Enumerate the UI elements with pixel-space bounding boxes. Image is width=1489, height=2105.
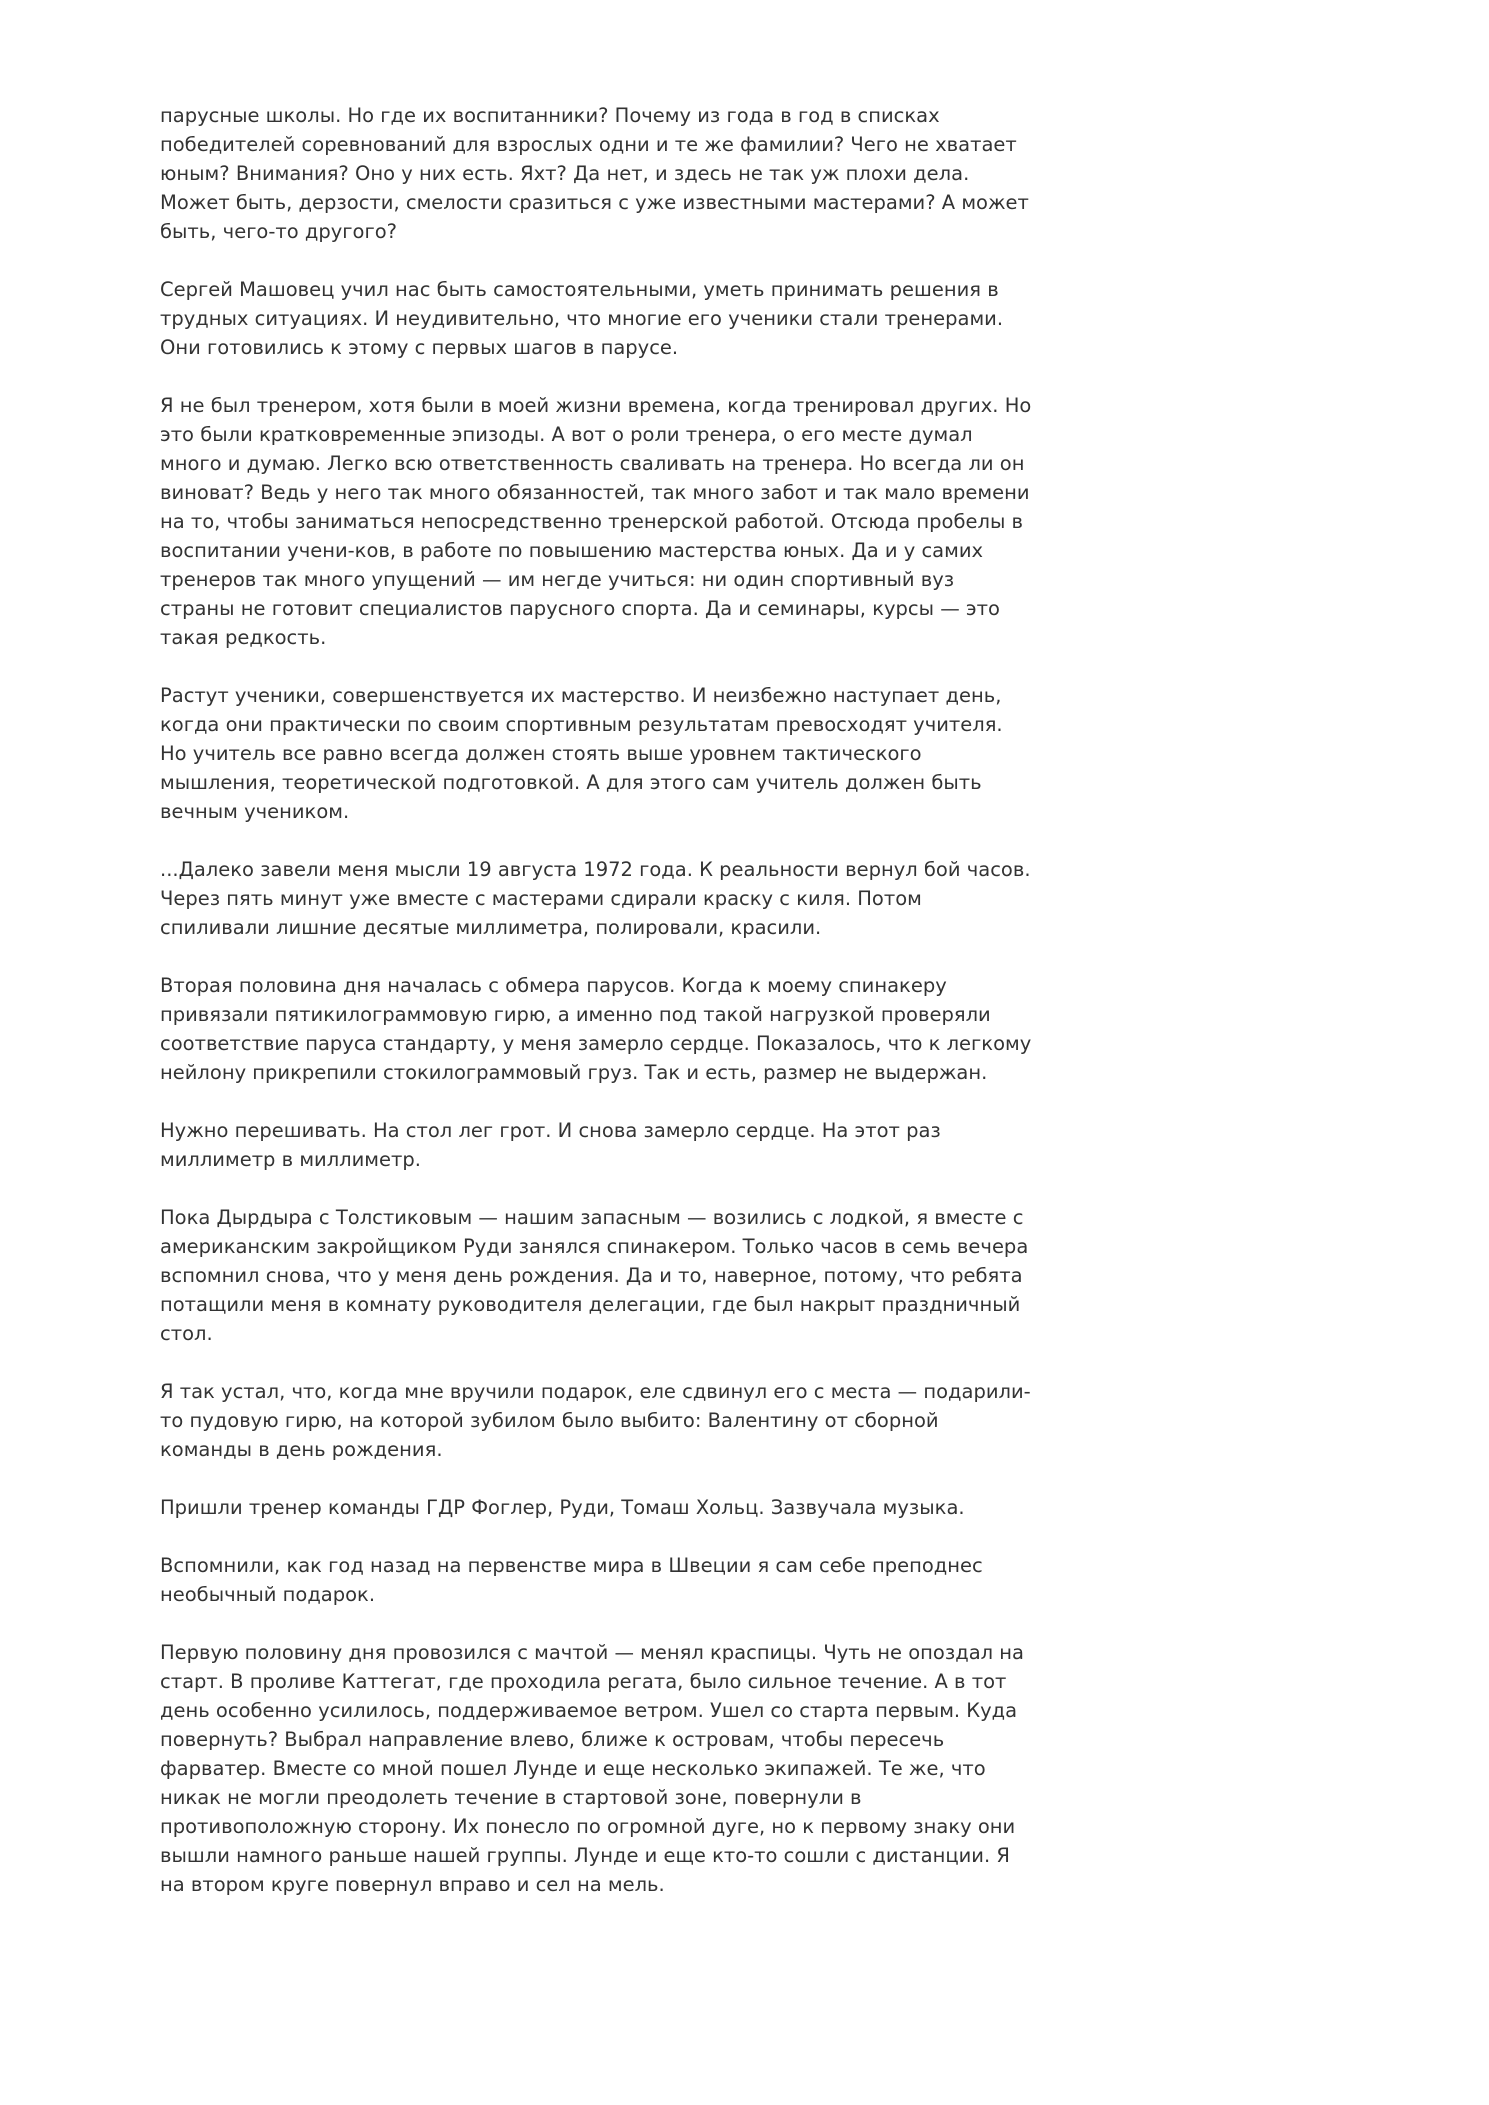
paragraph: Вспомнили, как год назад на первенстве мира в Швеции я сам себе преподнес необычный подарок. — [160, 1554, 983, 1606]
paragraph: Я так устал, что, когда мне вручили подарок, еле сдвинул его с места — подарили-то пудовую гирю, на которой зубилом было выбито: Валентину от сборной команды в день рождения. — [160, 1380, 1031, 1461]
paragraph: Растут ученики, совершенствуется их мастерство. И неизбежно наступает день, когда они практически по своим спортивным результатам превосходят учителя. Но учитель все равно всегда должен стоять выше уровнем тактического мышления, теоретической подготовкой. А для этого сам учитель должен быть вечным учеником. — [160, 684, 1003, 823]
paragraph: парусные школы. Но где их воспитанники? Почему из года в год в списках победителей соревнований для взрослых одни и те же фамилии? Чего не хватает юным? Внимания? Оно у них есть. Яхт? Да нет, и здесь не так уж плохи дела. Может быть, дерзости, смелости сразиться с уже известными мастерами? А может быть, чего-то другого? — [160, 104, 1029, 243]
paragraph: Вторая половина дня началась с обмера парусов. Когда к моему спинакеру привязали пятикилограммовую гирю, а именно под такой нагрузкой проверяли соответствие паруса стандарту, у меня замерло сердце. Показалось, что к легкому нейлону прикрепили стокилограммовый груз. Так и есть, размер не выдержан. — [160, 974, 1032, 1084]
paragraph: Первую половину дня провозился с мачтой — менял краспицы. Чуть не опоздал на старт. В проливе Каттегат, где проходила регата, было сильное течение. А в тот день особенно усилилось, поддерживаемое ветром. Ушел со старта первым. Куда повернуть? Выбрал направление влево, ближе к островам, чтобы пересечь фарватер. Вместе со мной пошел Лунде и еще несколько экипажей. Те же, что никак не могли преодолеть течение в стартовой зоне, повернули в противоположную сторону. Их понесло по огромной дуге, но к первому знаку они вышли намного раньше нашей группы. Лунде и еще кто-то сошли с дистанции. Я на втором круге повернул вправо и сел на мель. — [160, 1641, 1025, 1896]
text-column — [160, 101, 1032, 1899]
paragraph: Пока Дырдыра с Толстиковым — нашим запасным — возились с лодкой, я вместе с американским закройщиком Руди занялся спинакером. Только часов в семь вечера вспомнил снова, что у меня день рождения. Да и то, наверное, потому, что ребята потащили меня в комнату руководителя делегации, где был накрыт праздничный стол. — [160, 1206, 1029, 1345]
paragraph: Сергей Машовец учил нас быть самостоятельными, уметь принимать решения в трудных ситуациях. И неудивительно, что многие его ученики стали тренерами. Они готовились к этому с первых шагов в парусе. — [160, 278, 1004, 359]
paragraph: Пришли тренер команды ГДР Фоглер, Руди, Томаш Хольц. Зазвучала музыка. — [160, 1496, 965, 1519]
paragraph: Я не был тренером, хотя были в моей жизни времена, когда тренировал других. Но это были кратковременные эпизоды. А вот о роли тренера, о его месте думал много и думаю. Легко всю ответственность сваливать на тренера. Но всегда ли он виноват? Ведь у него так много обязанностей, так много забот и так мало времени на то, чтобы заниматься непосредственно тренерской работой. Отсюда пробелы в воспитании учени-ков, в работе по повышению мастерства юных. Да и у самих тренеров так много упущений — им негде учиться: ни один спортивный вуз страны не готовит специалистов парусного спорта. Да и семинары, курсы — это такая редкость. — [160, 394, 1032, 649]
paragraph: Нужно перешивать. На стол лег грот. И снова замерло сердце. На этот раз миллиметр в миллиметр. — [160, 1119, 941, 1171]
paragraph: ...Далеко завели меня мысли 19 августа 1972 года. К реальности вернул бой часов. Через пять минут уже вместе с мастерами сдирали краску с киля. Потом спиливали лишние десятые миллиметра, полировали, красили. — [160, 858, 1031, 939]
